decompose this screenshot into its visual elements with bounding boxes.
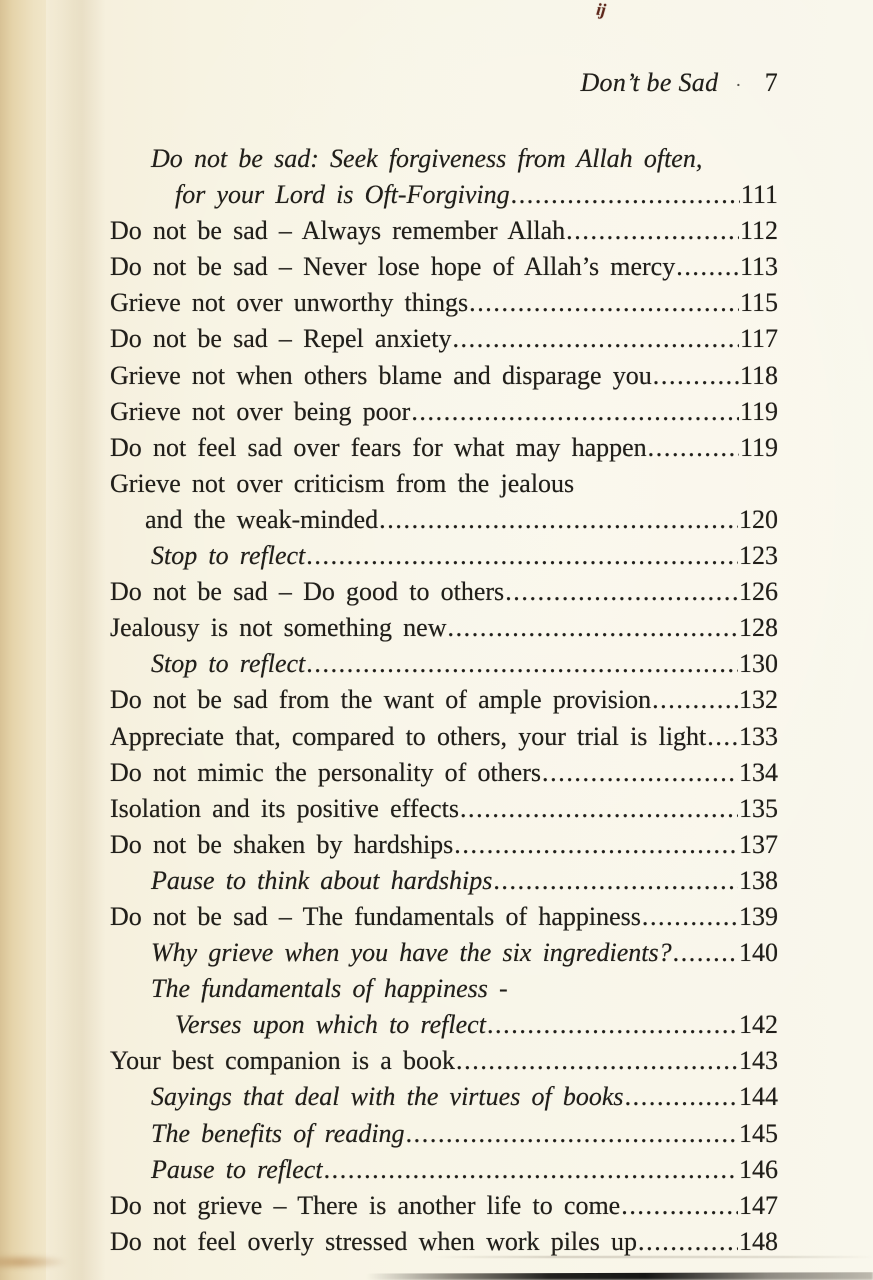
toc-row — [110, 758, 778, 794]
pen-mark-icon: ij — [595, 0, 607, 20]
toc-row — [110, 505, 778, 541]
header-separator-dot: · — [735, 75, 742, 95]
toc-row — [110, 1119, 778, 1155]
toc-entry-page-number: 134 — [739, 757, 778, 787]
toc-entry-label: The benefits of reading — [151, 1118, 405, 1148]
toc-row — [110, 974, 778, 1010]
toc-row — [110, 685, 778, 721]
toc-entry-page-number: 123 — [739, 541, 778, 571]
toc-entry-label: Do not be sad from the want of ample provision — [110, 685, 652, 715]
toc-row — [110, 938, 778, 974]
toc-entry-page-number: 144 — [739, 1082, 778, 1112]
toc-entry-dots-leader — [638, 1227, 738, 1257]
toc-entry-dots-leader — [454, 830, 738, 860]
toc-entry-page-number: 113 — [739, 252, 778, 282]
page-number: 7 — [764, 68, 778, 97]
toc-entry-dots-leader — [411, 397, 739, 427]
toc-entry-page-number: 119 — [739, 396, 778, 426]
toc-entry-dots-leader — [493, 866, 738, 896]
toc-row — [110, 252, 778, 288]
toc-entry-page-number: 128 — [739, 613, 778, 643]
toc-row — [110, 613, 778, 649]
toc-entry-label: Sayings that deal with the virtues of books — [151, 1082, 624, 1112]
toc-row — [110, 180, 778, 216]
toc-entry-dots-leader — [642, 902, 738, 932]
toc-entry-label: Pause to reflect — [151, 1154, 323, 1184]
toc-row — [110, 324, 778, 360]
toc-entry-dots-leader — [456, 1046, 738, 1076]
toc-entry-page-number: 138 — [739, 865, 778, 895]
toc-entry-label: Isolation and its positive effects — [110, 793, 459, 823]
page-header — [580, 68, 778, 98]
toc-entry-label: Do not be sad – Always remember Allah — [110, 216, 566, 246]
toc-entry-dots-leader — [648, 433, 739, 463]
toc-row — [110, 1082, 778, 1118]
toc-entry-page-number: 147 — [739, 1190, 778, 1220]
toc-entry-page-number: 137 — [739, 829, 778, 859]
toc-entry-page-number: 130 — [739, 649, 778, 679]
toc-row — [110, 794, 778, 830]
toc-entry-label: Do not be sad – Never lose hope of Allah’s mercy — [110, 252, 676, 282]
toc-entry-dots-leader — [673, 938, 738, 968]
toc-entry-dots-leader — [707, 722, 738, 752]
toc-entry-dots-leader — [652, 685, 738, 715]
toc-entry-label: Do not mimic the personality of others — [110, 757, 542, 787]
toc-entry-label: Do not feel overly stressed when work piles up — [110, 1226, 637, 1256]
toc-entry-dots-leader — [621, 1191, 738, 1221]
toc-entry-label: Verses upon which to reflect — [175, 1010, 486, 1040]
toc-entry-page-number: 111 — [740, 180, 778, 210]
toc-entry-label: Do not be sad – Do good to others — [110, 577, 505, 607]
toc-row — [110, 361, 778, 397]
toc-entry-label: Do not be sad – The fundamentals of happiness — [110, 901, 641, 931]
toc-row — [110, 649, 778, 685]
toc-entry-page-number: 117 — [739, 324, 778, 354]
toc-entry-label: Grieve not over criticism from the jealous — [110, 468, 575, 498]
toc-entry-dots-leader — [379, 505, 738, 535]
toc-entry-dots-leader — [324, 1155, 738, 1185]
toc-entry-label: Do not be sad – Repel anxiety — [110, 324, 452, 354]
running-head-book-title: Don’t be Sad — [580, 68, 719, 97]
toc-row — [110, 288, 778, 324]
toc-row — [110, 577, 778, 613]
toc-row — [110, 433, 778, 469]
toc-row — [110, 144, 778, 180]
toc-entry-page-number: 126 — [739, 577, 778, 607]
toc-entry-page-number: 142 — [739, 1010, 778, 1040]
toc-row — [110, 1010, 778, 1046]
toc-entry-label: Stop to reflect — [151, 541, 306, 571]
toc-entry-dots-leader — [469, 288, 739, 318]
toc-entry-label: Jealousy is not something new — [110, 613, 447, 643]
toc-entry-page-number: 120 — [739, 504, 778, 534]
toc-entry-page-number: 119 — [739, 432, 778, 462]
toc-entry-page-number: 139 — [739, 901, 778, 931]
toc-entry-label: The fundamentals of happiness - — [151, 974, 508, 1004]
toc-entry-page-number: 135 — [739, 793, 778, 823]
toc-row — [110, 866, 778, 902]
toc-row — [110, 830, 778, 866]
toc-entry-page-number: 118 — [739, 360, 778, 390]
toc-entry-dots-leader — [542, 758, 738, 788]
toc-entry-label: Your best companion is a book — [110, 1046, 456, 1076]
toc-row — [110, 1191, 778, 1227]
toc-entry-dots-leader — [487, 1010, 738, 1040]
toc-entry-label: Grieve not over being poor — [110, 396, 411, 426]
toc-entry-dots-leader — [676, 252, 739, 282]
toc-entry-dots-leader — [653, 361, 739, 391]
toc-entry-dots-leader — [306, 541, 738, 571]
toc-entry-label: Do not feel sad over fears for what may happen — [110, 432, 647, 462]
scan-edge-line — [430, 1256, 873, 1258]
toc-row — [110, 722, 778, 758]
toc-row — [110, 1155, 778, 1191]
toc-entry-page-number: 143 — [739, 1046, 778, 1076]
toc-entry-page-number: 115 — [739, 288, 778, 318]
toc-entry-dots-leader — [566, 216, 739, 246]
toc-entry-page-number: 146 — [739, 1154, 778, 1184]
toc-entry-label: Why grieve when you have the six ingredients? — [151, 938, 672, 968]
toc-entry-label: Grieve not over unworthy things — [110, 288, 469, 318]
toc-entry-page-number: 145 — [739, 1118, 778, 1148]
toc-row — [110, 541, 778, 577]
toc-entry-label: for your Lord is Oft-Forgiving — [175, 180, 510, 210]
toc-row — [110, 1046, 778, 1082]
toc-row — [110, 216, 778, 252]
toc-entry-dots-leader — [625, 1082, 738, 1112]
toc-entry-dots-leader — [511, 180, 740, 210]
toc-entry-label: Do not be sad: Seek forgiveness from Allah often, — [151, 144, 703, 173]
toc-entry-label: Do not be shaken by hardships — [110, 829, 454, 859]
toc-entry-label: Do not grieve – There is another life to come — [110, 1190, 621, 1220]
toc-entry-page-number: 140 — [739, 938, 778, 968]
toc-row — [110, 902, 778, 938]
toc-entry-label: and the weak-minded — [145, 504, 379, 534]
toc-entry-dots-leader — [406, 1119, 738, 1149]
toc-entry-dots-leader — [460, 794, 738, 824]
toc-entry-page-number: 148 — [739, 1226, 778, 1256]
toc-entry-dots-leader — [447, 613, 738, 643]
toc-entry-page-number: 133 — [739, 721, 778, 751]
toc-entry-label: Pause to think about hardships — [151, 865, 493, 895]
toc-entry-page-number: 112 — [739, 216, 778, 246]
toc-entry-label: Stop to reflect — [151, 649, 306, 679]
toc-entry-dots-leader — [452, 324, 739, 354]
scan-smudge — [0, 1254, 68, 1270]
scan-bottom-shadow — [0, 1268, 873, 1280]
toc-entry-dots-leader — [306, 649, 738, 679]
toc-entry-page-number: 132 — [739, 685, 778, 715]
toc-entry-label: Appreciate that, compared to others, your trial is light — [110, 721, 707, 751]
toc-list — [110, 144, 778, 1263]
toc-row — [110, 469, 778, 505]
toc-entry-label: Grieve not when others blame and disparage you — [110, 360, 652, 390]
toc-entry-dots-leader — [505, 577, 738, 607]
toc-row — [110, 397, 778, 433]
